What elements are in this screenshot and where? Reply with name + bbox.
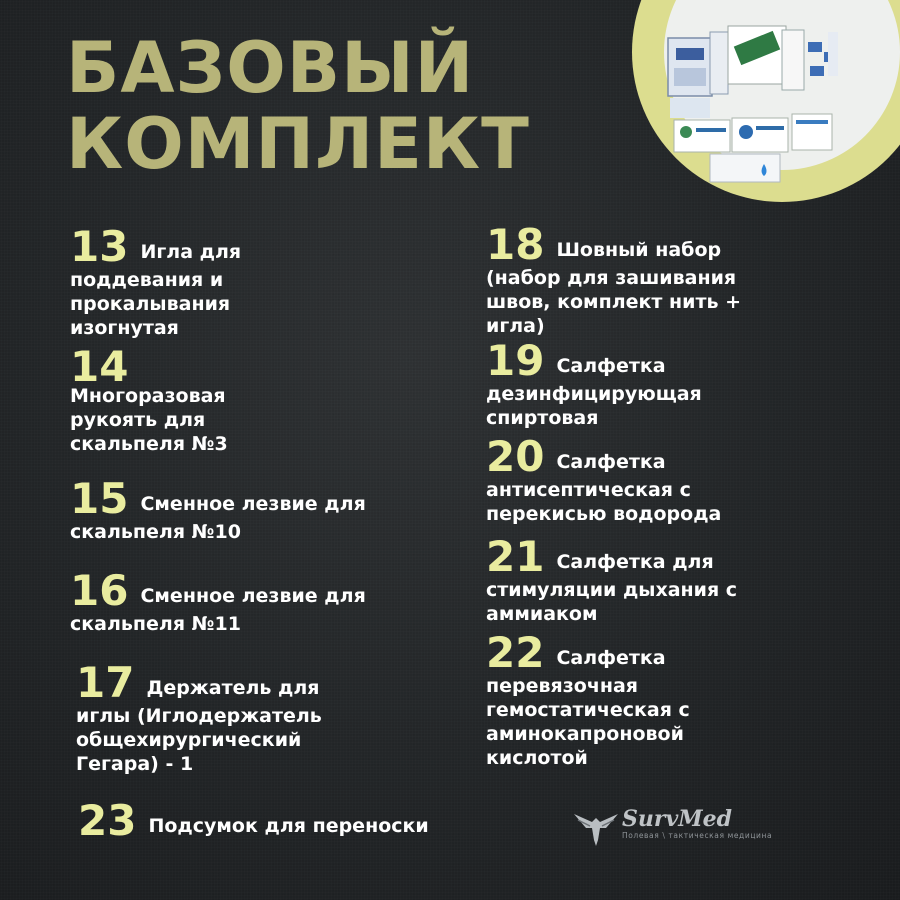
item-number: 22 xyxy=(486,628,545,677)
list-item xyxy=(70,566,370,636)
item-text: Салфетка для стимуляции дыхания с аммиаком xyxy=(486,551,738,625)
page-title xyxy=(66,27,530,185)
kit-photo-badge xyxy=(632,0,900,202)
list-item xyxy=(486,628,736,770)
list-item xyxy=(70,474,370,544)
item-text: Шовный набор (набор для зашивания швов, комплект нить + игла) xyxy=(486,239,742,337)
item-text: Сменное лезвие для скальпеля №11 xyxy=(70,585,366,635)
logo-tagline: Полевая \ тактическая медицина xyxy=(622,831,773,840)
item-text: Салфетка антисептическая с перекисью водорода xyxy=(486,451,722,525)
item-text: Сменное лезвие для скальпеля №10 xyxy=(70,493,366,543)
item-number: 23 xyxy=(78,796,137,845)
list-item xyxy=(486,336,746,430)
item-number: 14 xyxy=(70,342,129,391)
item-number: 18 xyxy=(486,220,545,269)
list-item xyxy=(70,222,300,340)
list-item xyxy=(486,532,782,626)
list-item xyxy=(78,796,518,845)
eagle-icon xyxy=(572,806,620,850)
list-item xyxy=(70,342,290,456)
item-text: Многоразовая рукоять для скальпеля №3 xyxy=(70,385,228,455)
kit-photo xyxy=(632,0,900,202)
item-number: 21 xyxy=(486,532,545,581)
item-number: 15 xyxy=(70,474,129,523)
item-text: Подсумок для переноски xyxy=(148,815,429,837)
item-number: 17 xyxy=(76,658,135,707)
item-text: Салфетка дезинфицирующая спиртовая xyxy=(486,355,702,429)
item-text: Игла для поддевания и прокалывания изогнутая xyxy=(70,241,242,339)
list-item xyxy=(486,432,776,526)
item-number: 16 xyxy=(70,566,129,615)
logo-name: SurvMed xyxy=(622,806,732,832)
title-line-2: КОМПЛЕКТ xyxy=(66,103,530,185)
item-number: 19 xyxy=(486,336,545,385)
list-item xyxy=(486,220,782,338)
item-text: Держатель для иглы (Иглодержатель общехирургический Гегара) - 1 xyxy=(76,677,322,775)
title-line-1: БАЗОВЫЙ xyxy=(66,27,475,109)
survmed-logo xyxy=(572,806,792,850)
list-item xyxy=(76,658,376,776)
item-number: 13 xyxy=(70,222,129,271)
item-number: 20 xyxy=(486,432,545,481)
item-text: Салфетка перевязочная гемостатическая с аминокапроновой кислотой xyxy=(486,647,690,769)
